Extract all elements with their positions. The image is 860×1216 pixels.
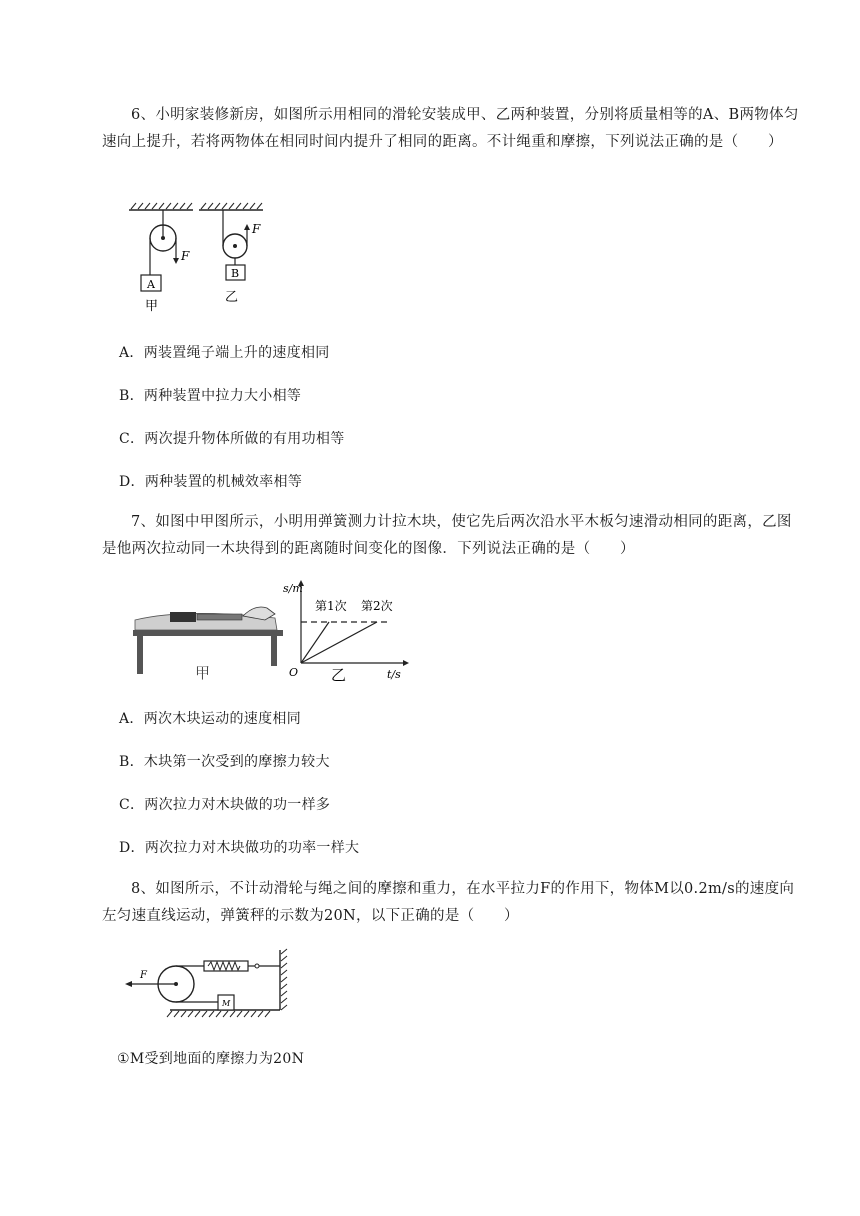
q6-caption-right: 乙 <box>225 290 239 305</box>
q6-stem: 6、小明家装修新房，如图所示用相同的滑轮安装成甲、乙两种装置，分别将质量相等的A、B两物体匀速向上提升，若将两物体在相同时间内提升了相同的距离。不计绳重和摩擦，下列说法正确的是（ ） <box>102 107 799 150</box>
q6-force-left-label: F <box>181 249 190 263</box>
q6-option-a: A．两装置绳子端上升的速度相同 <box>119 345 330 361</box>
q7-figure <box>125 578 410 688</box>
q8-statement-1: ①M受到地面的摩擦力为20N <box>117 1051 305 1067</box>
q7-y-axis-label: s/m <box>283 582 303 595</box>
q7-option-b: B．木块第一次受到的摩擦力较大 <box>119 754 330 770</box>
q7-stem: 7、如图中甲图所示，小明用弹簧测力计拉木块，使它先后两次沿水平木板匀速滑动相同的距离，乙图是他两次拉动同一木块得到的距离随时间变化的图像．下列说法正确的是（ ） <box>102 514 792 557</box>
q7-option-a: A．两次木块运动的速度相同 <box>119 711 302 727</box>
q6-option-c: C．两次提升物体所做的有用功相等 <box>119 431 345 447</box>
q7-line2-label: 第2次 <box>361 599 393 613</box>
q7-option-c: C．两次拉力对木块做的功一样多 <box>119 797 331 813</box>
q7-x-axis-label: t/s <box>387 668 401 681</box>
q6-option-d: D．两种装置的机械效率相等 <box>119 474 303 490</box>
block-m-label: M <box>222 999 231 1008</box>
q6-pulley-figure <box>125 200 270 320</box>
block-a-label: A <box>147 278 155 291</box>
q8-force-label: F <box>140 970 147 981</box>
q6-force-right-label: F <box>252 222 261 236</box>
q7-caption-right: 乙 <box>331 666 347 684</box>
q8-stem: 8、如图所示，不计动滑轮与绳之间的摩擦和重力，在水平拉力F的作用下，物体M以0.2m/s的速度向左匀速直线运动，弹簧秤的示数为20N，以下正确的是（ ） <box>102 881 795 924</box>
q7-line1-label: 第1次 <box>315 599 347 613</box>
q7-option-d: D．两次拉力对木块做功的功率一样大 <box>119 840 360 856</box>
q7-caption-left: 甲 <box>195 664 211 682</box>
block-b-label: B <box>231 267 240 280</box>
q6-caption-left: 甲 <box>145 299 159 314</box>
q8-figure <box>120 948 295 1026</box>
q7-origin-label: O <box>289 666 299 679</box>
q6-option-b: B．两种装置中拉力大小相等 <box>119 388 302 404</box>
